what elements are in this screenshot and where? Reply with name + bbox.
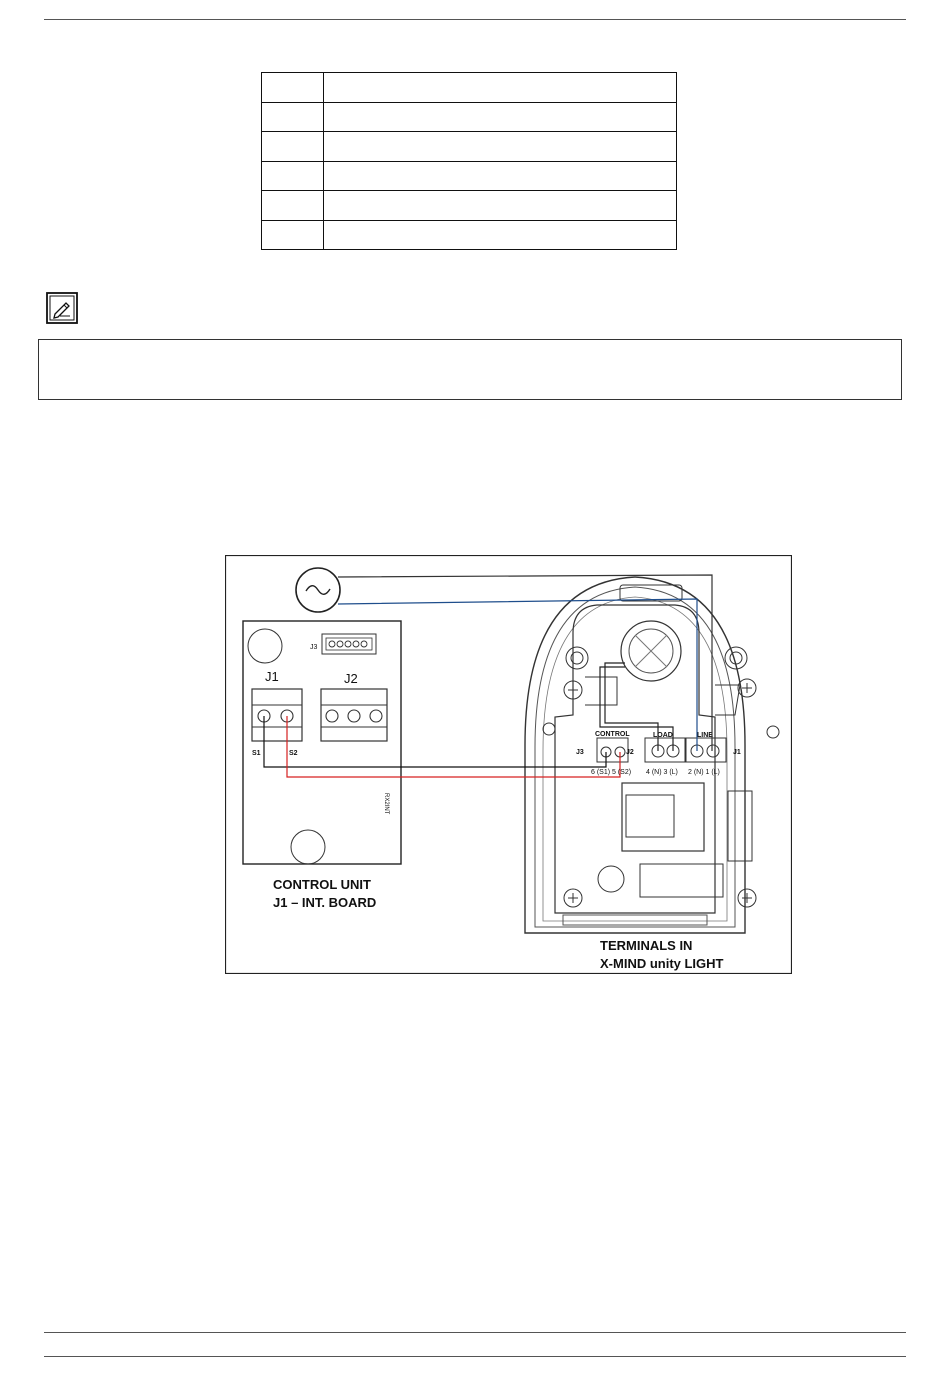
- load-terminals-label: 4 (N) 3 (L): [646, 769, 678, 776]
- board-j3-label: J3: [310, 644, 318, 651]
- device-caption-line1: TERMINALS IN: [600, 938, 693, 953]
- control-label: CONTROL: [595, 731, 630, 738]
- footer-rule-top: [44, 1332, 906, 1333]
- footer-rule-bottom: [44, 1356, 906, 1357]
- board-j1-label: J1: [265, 669, 279, 684]
- board-j2-label: J2: [344, 671, 358, 686]
- board-code-label: RX2INT: [383, 793, 389, 815]
- line-terminals-label: 2 (N) 1 (L): [688, 769, 720, 776]
- control-unit-caption-line2: J1 – INT. BOARD: [273, 895, 377, 910]
- device-j3-label: J3: [576, 749, 584, 756]
- header-rule: [44, 19, 906, 20]
- table-row: [262, 132, 677, 162]
- s1-label: S1: [252, 750, 261, 757]
- table-row: [262, 220, 677, 250]
- spec-table: [261, 72, 677, 250]
- table-row: [262, 191, 677, 221]
- table-row: [262, 102, 677, 132]
- wiring-diagram: [225, 555, 792, 974]
- load-label: LOAD: [653, 732, 673, 739]
- device-caption: [600, 937, 724, 973]
- note-pencil-icon: [46, 292, 78, 324]
- s2-label: S2: [289, 750, 298, 757]
- device-caption-line2: X-MIND unity LIGHT: [600, 956, 724, 971]
- table-row: [262, 73, 677, 103]
- device-j2-label: J2: [626, 749, 634, 756]
- control-unit-caption-line1: CONTROL UNIT: [273, 877, 371, 892]
- ac-source-icon: [296, 568, 340, 612]
- line-label: LINE: [697, 732, 713, 739]
- note-box: [38, 339, 902, 400]
- control-unit-caption: [273, 876, 376, 912]
- device-j1-label: J1: [733, 749, 741, 756]
- control-terminals-label: 6 (S1) 5 (S2): [591, 769, 632, 776]
- table-row: [262, 161, 677, 191]
